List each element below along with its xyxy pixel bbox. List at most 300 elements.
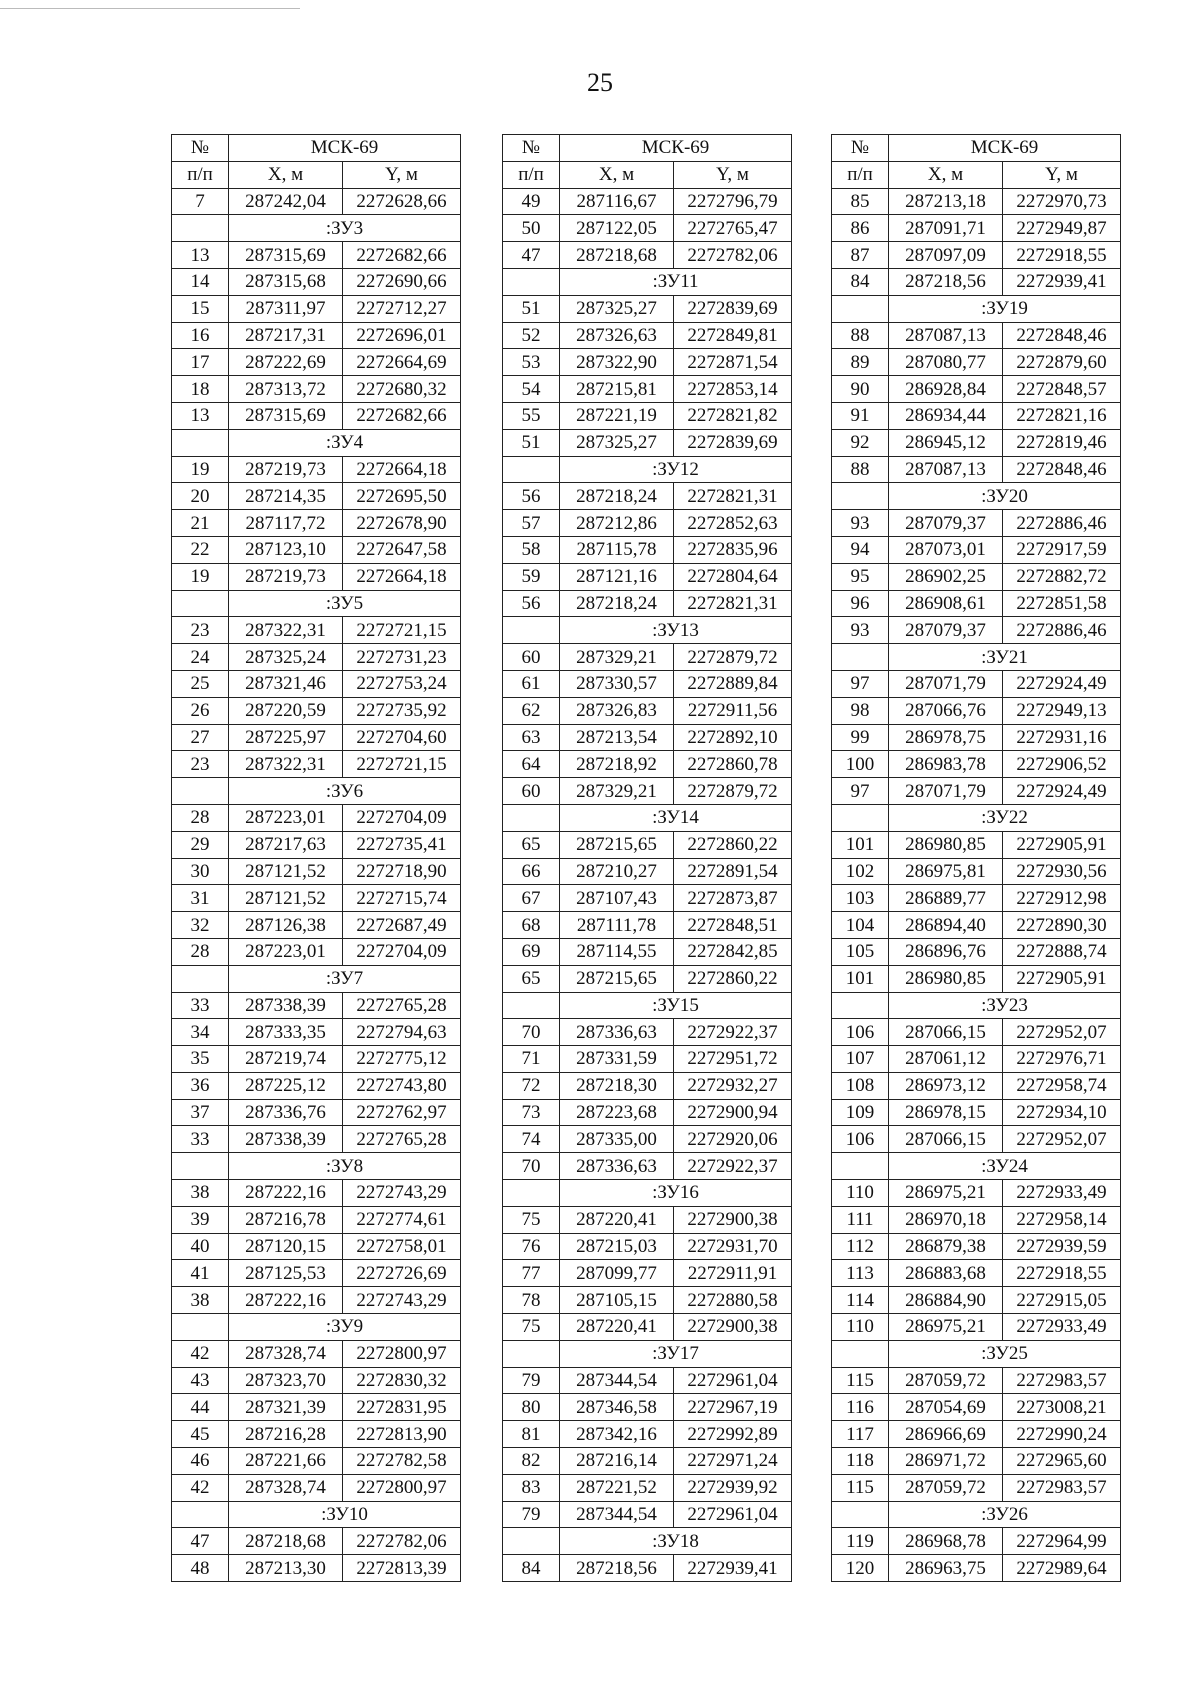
y-coordinate: 2272753,24 [343, 670, 461, 697]
y-coordinate: 2272990,24 [1003, 1421, 1121, 1448]
y-coordinate: 2272971,24 [674, 1448, 792, 1475]
x-coordinate: 287223,68 [560, 1099, 674, 1126]
x-coordinate: 287073,01 [889, 536, 1003, 563]
y-coordinate: 2272906,52 [1003, 751, 1121, 778]
parcel-section-row [832, 1340, 1121, 1367]
point-number: 42 [172, 1340, 229, 1367]
point-number: 60 [503, 778, 560, 805]
y-coordinate: 2272939,92 [674, 1474, 792, 1501]
empty-cell [172, 215, 229, 242]
table-row [503, 1126, 792, 1153]
parcel-title: :ЗУ18 [560, 1528, 792, 1555]
parcel-section-row [503, 617, 792, 644]
parcel-section-row [503, 1528, 792, 1555]
y-coordinate: 2272794,63 [343, 1019, 461, 1046]
parcel-title: :ЗУ20 [889, 483, 1121, 510]
y-coordinate: 2272774,61 [343, 1206, 461, 1233]
parcel-section-row [172, 429, 461, 456]
point-number: 100 [832, 751, 889, 778]
x-coordinate: 287322,31 [229, 617, 343, 644]
point-number: 23 [172, 617, 229, 644]
table-row [503, 670, 792, 697]
y-coordinate: 2272882,72 [1003, 563, 1121, 590]
point-number: 20 [172, 483, 229, 510]
y-coordinate: 2272949,13 [1003, 697, 1121, 724]
table-row [832, 322, 1121, 349]
y-coordinate: 2272800,97 [343, 1474, 461, 1501]
y-coordinate: 2272860,78 [674, 751, 792, 778]
table-row [832, 1555, 1121, 1582]
point-number: 101 [832, 965, 889, 992]
parcel-title: :ЗУ22 [889, 804, 1121, 831]
y-coordinate: 2272886,46 [1003, 510, 1121, 537]
table-row [172, 1367, 461, 1394]
y-coordinate: 2272983,57 [1003, 1474, 1121, 1501]
y-coordinate: 2272892,10 [674, 724, 792, 751]
y-coordinate: 2272952,07 [1003, 1019, 1121, 1046]
x-coordinate: 287071,79 [889, 778, 1003, 805]
y-coordinate: 2272886,46 [1003, 617, 1121, 644]
empty-cell [503, 268, 560, 295]
y-coordinate: 2272782,58 [343, 1448, 461, 1475]
table-row [172, 242, 461, 269]
point-number: 83 [503, 1474, 560, 1501]
table-row [503, 590, 792, 617]
x-coordinate: 287311,97 [229, 295, 343, 322]
table-row [832, 349, 1121, 376]
point-number: 93 [832, 617, 889, 644]
point-number: 26 [172, 697, 229, 724]
y-coordinate: 2272735,92 [343, 697, 461, 724]
point-number: 74 [503, 1126, 560, 1153]
point-number: 102 [832, 858, 889, 885]
point-number: 72 [503, 1072, 560, 1099]
y-coordinate: 2272871,54 [674, 349, 792, 376]
table-row [832, 1528, 1121, 1555]
y-coordinate: 2272831,95 [343, 1394, 461, 1421]
y-coordinate: 2272687,49 [343, 912, 461, 939]
y-coordinate: 2272961,04 [674, 1367, 792, 1394]
table-row [172, 751, 461, 778]
table-row [172, 858, 461, 885]
table-row [172, 376, 461, 403]
y-coordinate: 2272821,16 [1003, 402, 1121, 429]
x-coordinate: 287123,10 [229, 536, 343, 563]
y-coordinate: 2272821,31 [674, 483, 792, 510]
table-body [172, 188, 461, 1581]
table-row [172, 322, 461, 349]
parcel-section-row [172, 215, 461, 242]
point-number: 47 [172, 1528, 229, 1555]
table-row [832, 456, 1121, 483]
x-coordinate: 287328,74 [229, 1474, 343, 1501]
x-coordinate: 287325,27 [560, 295, 674, 322]
table-row [172, 1046, 461, 1073]
y-coordinate: 2272819,46 [1003, 429, 1121, 456]
x-coordinate: 287059,72 [889, 1474, 1003, 1501]
empty-cell [503, 804, 560, 831]
parcel-title: :ЗУ14 [560, 804, 792, 831]
header-x: X, м [229, 161, 343, 188]
y-coordinate: 2272930,56 [1003, 858, 1121, 885]
table-row [503, 858, 792, 885]
y-coordinate: 2272765,47 [674, 215, 792, 242]
table-row [503, 778, 792, 805]
point-number: 58 [503, 536, 560, 563]
point-number: 108 [832, 1072, 889, 1099]
table-row [172, 295, 461, 322]
parcel-section-row [172, 1501, 461, 1528]
point-number: 38 [172, 1287, 229, 1314]
table-row [172, 1287, 461, 1314]
parcel-title: :ЗУ16 [560, 1180, 792, 1207]
table-row [832, 1046, 1121, 1073]
empty-cell [832, 992, 889, 1019]
y-coordinate: 2272879,72 [674, 644, 792, 671]
header-y: Y, м [343, 161, 461, 188]
point-number: 56 [503, 590, 560, 617]
point-number: 56 [503, 483, 560, 510]
table-row [172, 1260, 461, 1287]
table-row [503, 912, 792, 939]
table-row [172, 1206, 461, 1233]
table-row [503, 1421, 792, 1448]
point-number: 75 [503, 1314, 560, 1341]
parcel-section-row [503, 268, 792, 295]
table-row [172, 1233, 461, 1260]
y-coordinate: 2272848,46 [1003, 322, 1121, 349]
header-coordinate-system: МСК-69 [229, 135, 461, 162]
empty-cell [172, 965, 229, 992]
x-coordinate: 287216,78 [229, 1206, 343, 1233]
point-number: 90 [832, 376, 889, 403]
x-coordinate: 287212,86 [560, 510, 674, 537]
y-coordinate: 2272890,30 [1003, 912, 1121, 939]
y-coordinate: 2272796,79 [674, 188, 792, 215]
table-row [832, 1474, 1121, 1501]
point-number: 109 [832, 1099, 889, 1126]
x-coordinate: 287126,38 [229, 912, 343, 939]
y-coordinate: 2272924,49 [1003, 670, 1121, 697]
point-number: 117 [832, 1421, 889, 1448]
x-coordinate: 287210,27 [560, 858, 674, 885]
point-number: 77 [503, 1260, 560, 1287]
x-coordinate: 286970,18 [889, 1206, 1003, 1233]
table-row [832, 1260, 1121, 1287]
header-coordinate-system: МСК-69 [560, 135, 792, 162]
table-row [172, 268, 461, 295]
x-coordinate: 286945,12 [889, 429, 1003, 456]
x-coordinate: 287218,56 [889, 268, 1003, 295]
table-row [503, 965, 792, 992]
table-row [832, 724, 1121, 751]
y-coordinate: 2272932,27 [674, 1072, 792, 1099]
point-number: 16 [172, 322, 229, 349]
table-row [503, 1501, 792, 1528]
x-coordinate: 287217,63 [229, 831, 343, 858]
point-number: 60 [503, 644, 560, 671]
table-row [172, 831, 461, 858]
table-row [503, 1206, 792, 1233]
table-row [172, 697, 461, 724]
empty-cell [832, 295, 889, 322]
y-coordinate: 2272933,49 [1003, 1314, 1121, 1341]
table-row [172, 536, 461, 563]
table-row [503, 1233, 792, 1260]
table-row [832, 858, 1121, 885]
y-coordinate: 2272853,14 [674, 376, 792, 403]
y-coordinate: 2272939,41 [674, 1555, 792, 1582]
x-coordinate: 287117,72 [229, 510, 343, 537]
x-coordinate: 286973,12 [889, 1072, 1003, 1099]
x-coordinate: 287080,77 [889, 349, 1003, 376]
y-coordinate: 2272958,74 [1003, 1072, 1121, 1099]
x-coordinate: 287079,37 [889, 510, 1003, 537]
x-coordinate: 287066,15 [889, 1126, 1003, 1153]
x-coordinate: 287326,83 [560, 697, 674, 724]
y-coordinate: 2272813,90 [343, 1421, 461, 1448]
y-coordinate: 2272695,50 [343, 483, 461, 510]
table-row [503, 1287, 792, 1314]
table-row [832, 1421, 1121, 1448]
y-coordinate: 2272848,57 [1003, 376, 1121, 403]
table-row [832, 1072, 1121, 1099]
y-coordinate: 2272967,19 [674, 1394, 792, 1421]
table-row [832, 1394, 1121, 1421]
table-row [503, 429, 792, 456]
x-coordinate: 287099,77 [560, 1260, 674, 1287]
table-row [832, 242, 1121, 269]
y-coordinate: 2272782,06 [674, 242, 792, 269]
table-row [832, 1367, 1121, 1394]
x-coordinate: 287218,92 [560, 751, 674, 778]
point-number: 94 [832, 536, 889, 563]
y-coordinate: 2272917,59 [1003, 536, 1121, 563]
parcel-section-row [503, 1340, 792, 1367]
point-number: 17 [172, 349, 229, 376]
parcel-section-row [172, 778, 461, 805]
header-num-sub: п/п [503, 161, 560, 188]
table-row [832, 215, 1121, 242]
point-number: 46 [172, 1448, 229, 1475]
x-coordinate: 287221,52 [560, 1474, 674, 1501]
parcel-title: :ЗУ21 [889, 644, 1121, 671]
table-row [503, 1260, 792, 1287]
table-row [832, 778, 1121, 805]
table-row [832, 670, 1121, 697]
table-row [832, 912, 1121, 939]
point-number: 106 [832, 1019, 889, 1046]
y-coordinate: 2272860,22 [674, 831, 792, 858]
table-row [172, 1555, 461, 1582]
x-coordinate: 287125,53 [229, 1260, 343, 1287]
table-row [172, 483, 461, 510]
y-coordinate: 2272911,56 [674, 697, 792, 724]
x-coordinate: 287315,69 [229, 242, 343, 269]
y-coordinate: 2272821,31 [674, 590, 792, 617]
x-coordinate: 287223,01 [229, 938, 343, 965]
x-coordinate: 287215,65 [560, 965, 674, 992]
table-row [503, 697, 792, 724]
y-coordinate: 2272765,28 [343, 992, 461, 1019]
x-coordinate: 287220,41 [560, 1314, 674, 1341]
x-coordinate: 287213,18 [889, 188, 1003, 215]
y-coordinate: 2272821,82 [674, 402, 792, 429]
y-coordinate: 2272758,01 [343, 1233, 461, 1260]
point-number: 32 [172, 912, 229, 939]
y-coordinate: 2272939,59 [1003, 1233, 1121, 1260]
x-coordinate: 287333,35 [229, 1019, 343, 1046]
point-number: 105 [832, 938, 889, 965]
point-number: 64 [503, 751, 560, 778]
x-coordinate: 287121,52 [229, 885, 343, 912]
parcel-title: :ЗУ3 [229, 215, 461, 242]
y-coordinate: 2272952,07 [1003, 1126, 1121, 1153]
point-number: 62 [503, 697, 560, 724]
y-coordinate: 2272718,90 [343, 858, 461, 885]
y-coordinate: 2272961,04 [674, 1501, 792, 1528]
empty-cell [832, 644, 889, 671]
point-number: 113 [832, 1260, 889, 1287]
point-number: 65 [503, 965, 560, 992]
y-coordinate: 2272664,18 [343, 563, 461, 590]
y-coordinate: 2272933,49 [1003, 1180, 1121, 1207]
point-number: 35 [172, 1046, 229, 1073]
x-coordinate: 287342,16 [560, 1421, 674, 1448]
table-row [172, 1072, 461, 1099]
x-coordinate: 287218,30 [560, 1072, 674, 1099]
table-row [503, 188, 792, 215]
parcel-title: :ЗУ6 [229, 778, 461, 805]
y-coordinate: 2272804,64 [674, 563, 792, 590]
x-coordinate: 287120,15 [229, 1233, 343, 1260]
x-coordinate: 287331,59 [560, 1046, 674, 1073]
table-row [172, 1421, 461, 1448]
table-row [832, 1206, 1121, 1233]
x-coordinate: 287218,24 [560, 483, 674, 510]
point-number: 88 [832, 456, 889, 483]
y-coordinate: 2272873,87 [674, 885, 792, 912]
table-row [832, 617, 1121, 644]
x-coordinate: 286975,21 [889, 1314, 1003, 1341]
table-row [172, 1474, 461, 1501]
table-row [832, 965, 1121, 992]
x-coordinate: 287344,54 [560, 1367, 674, 1394]
x-coordinate: 286983,78 [889, 751, 1003, 778]
x-coordinate: 287328,74 [229, 1340, 343, 1367]
point-number: 54 [503, 376, 560, 403]
parcel-section-row [832, 804, 1121, 831]
table-row [832, 536, 1121, 563]
table-row [172, 804, 461, 831]
parcel-title: :ЗУ25 [889, 1340, 1121, 1367]
point-number: 7 [172, 188, 229, 215]
point-number: 39 [172, 1206, 229, 1233]
point-number: 19 [172, 563, 229, 590]
table-row [172, 349, 461, 376]
coordinates-table-3 [831, 134, 1121, 1582]
x-coordinate: 287315,69 [229, 402, 343, 429]
point-number: 52 [503, 322, 560, 349]
header-num-sub: п/п [172, 161, 229, 188]
x-coordinate: 286963,75 [889, 1555, 1003, 1582]
point-number: 84 [832, 268, 889, 295]
x-coordinate: 287336,63 [560, 1019, 674, 1046]
table-row [172, 402, 461, 429]
table-row [503, 751, 792, 778]
y-coordinate: 2272628,66 [343, 188, 461, 215]
parcel-section-row [172, 1153, 461, 1180]
y-coordinate: 2272922,37 [674, 1019, 792, 1046]
x-coordinate: 287066,76 [889, 697, 1003, 724]
point-number: 50 [503, 215, 560, 242]
y-coordinate: 2272852,63 [674, 510, 792, 537]
point-number: 116 [832, 1394, 889, 1421]
empty-cell [172, 1501, 229, 1528]
y-coordinate: 2272721,15 [343, 617, 461, 644]
y-coordinate: 2272879,60 [1003, 349, 1121, 376]
point-number: 75 [503, 1206, 560, 1233]
table-row [832, 1180, 1121, 1207]
y-coordinate: 2272842,85 [674, 938, 792, 965]
x-coordinate: 286934,44 [889, 402, 1003, 429]
x-coordinate: 286884,90 [889, 1287, 1003, 1314]
point-number: 91 [832, 402, 889, 429]
table-row [832, 751, 1121, 778]
x-coordinate: 287313,72 [229, 376, 343, 403]
x-coordinate: 287325,24 [229, 644, 343, 671]
x-coordinate: 287066,15 [889, 1019, 1003, 1046]
point-number: 13 [172, 242, 229, 269]
y-coordinate: 2272970,73 [1003, 188, 1121, 215]
x-coordinate: 287061,12 [889, 1046, 1003, 1073]
x-coordinate: 287071,79 [889, 670, 1003, 697]
point-number: 19 [172, 456, 229, 483]
empty-cell [172, 590, 229, 617]
x-coordinate: 287220,41 [560, 1206, 674, 1233]
y-coordinate: 2272879,72 [674, 778, 792, 805]
table-row [503, 295, 792, 322]
empty-cell [832, 483, 889, 510]
header-x: X, м [889, 161, 1003, 188]
table-row [172, 1448, 461, 1475]
table-body [503, 188, 792, 1581]
x-coordinate: 287107,43 [560, 885, 674, 912]
x-coordinate: 287087,13 [889, 322, 1003, 349]
y-coordinate: 2272775,12 [343, 1046, 461, 1073]
header-num-sub: п/п [832, 161, 889, 188]
table-row [503, 1555, 792, 1582]
point-number: 18 [172, 376, 229, 403]
point-number: 13 [172, 402, 229, 429]
x-coordinate: 287336,76 [229, 1099, 343, 1126]
point-number: 101 [832, 831, 889, 858]
table-row [832, 188, 1121, 215]
empty-cell [503, 617, 560, 644]
y-coordinate: 2272912,98 [1003, 885, 1121, 912]
point-number: 25 [172, 670, 229, 697]
parcel-title: :ЗУ15 [560, 992, 792, 1019]
point-number: 21 [172, 510, 229, 537]
y-coordinate: 2272830,32 [343, 1367, 461, 1394]
empty-cell [172, 429, 229, 456]
point-number: 61 [503, 670, 560, 697]
point-number: 82 [503, 1448, 560, 1475]
point-number: 95 [832, 563, 889, 590]
x-coordinate: 287335,00 [560, 1126, 674, 1153]
point-number: 53 [503, 349, 560, 376]
point-number: 81 [503, 1421, 560, 1448]
